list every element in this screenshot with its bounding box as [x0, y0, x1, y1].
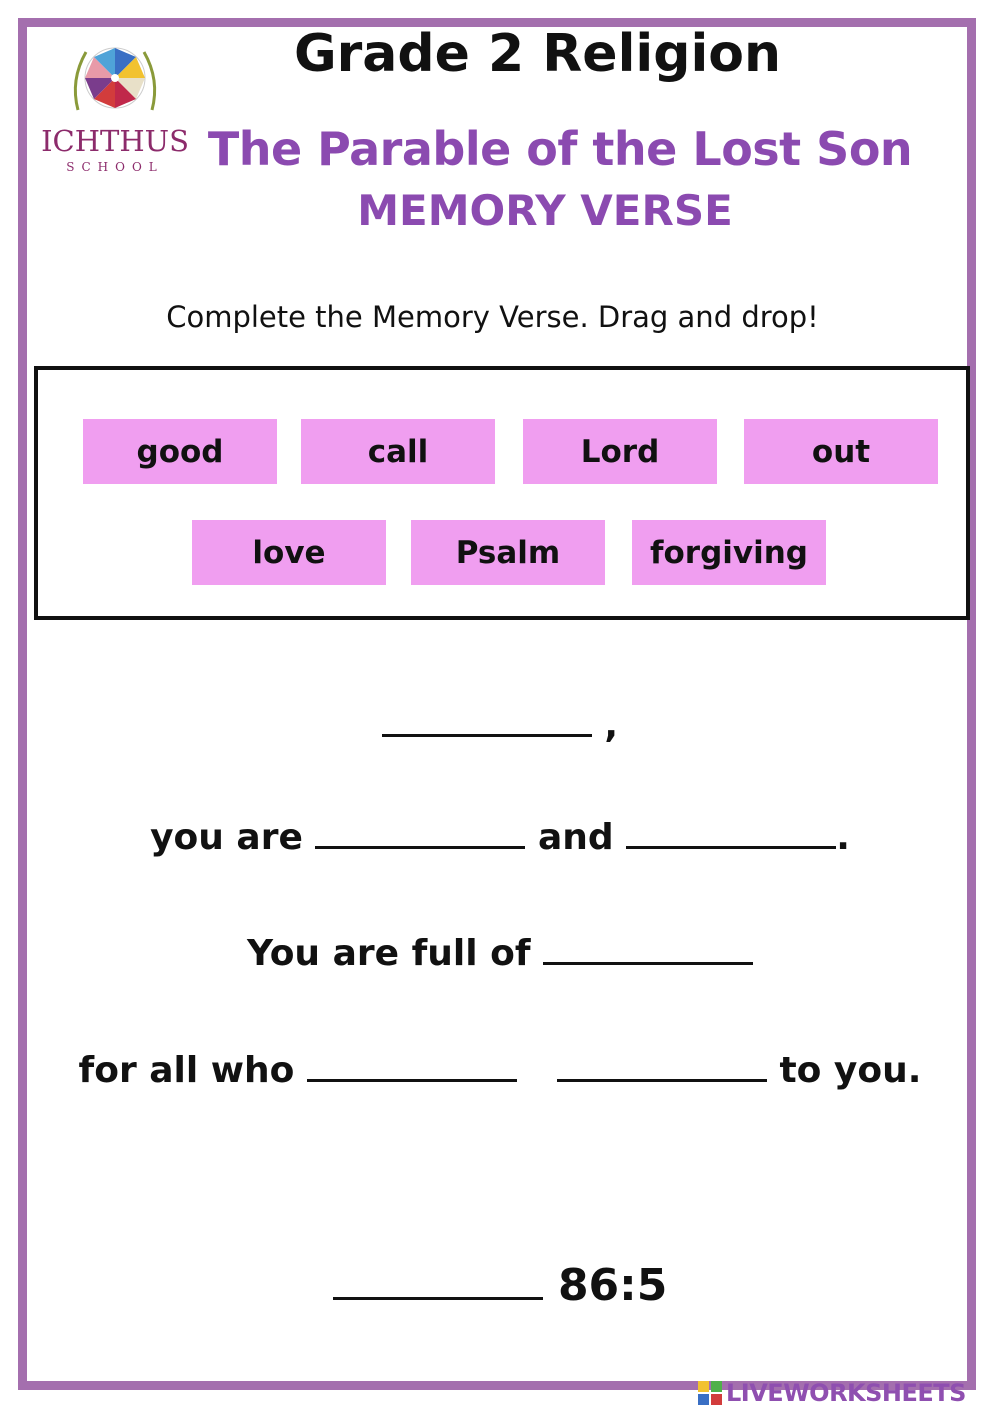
verse-comma: , — [604, 705, 619, 746]
verse-text: You are full of — [246, 933, 531, 974]
school-logo — [40, 40, 190, 180]
verse-line-2 — [0, 812, 1000, 858]
drop-blank-4[interactable] — [543, 928, 753, 965]
word-chip-lord[interactable]: Lord — [523, 419, 717, 484]
verse-text: for all who — [78, 1050, 295, 1091]
word-bank — [34, 366, 970, 620]
word-chip-call[interactable]: call — [301, 419, 495, 484]
verse-text: and — [537, 817, 614, 858]
word-chip-love[interactable]: love — [192, 520, 386, 585]
liveworksheets-brand: LIVEWORKSHEETS — [726, 1379, 966, 1407]
word-chip-forgiving[interactable]: forgiving — [632, 520, 826, 585]
verse-reference — [0, 1255, 1000, 1311]
drop-blank-3[interactable] — [626, 812, 836, 849]
drop-blank-2[interactable] — [315, 812, 525, 849]
word-chip-psalm[interactable]: Psalm — [411, 520, 605, 585]
word-chip-out[interactable]: out — [744, 419, 938, 484]
verse-line-4 — [0, 1045, 1000, 1091]
verse-period: . — [836, 817, 850, 858]
verse-line-1 — [0, 700, 1000, 746]
school-subtitle: SCHOOL — [66, 160, 164, 174]
page-title: Grade 2 Religion — [293, 24, 782, 84]
drop-blank-5[interactable] — [307, 1045, 517, 1082]
drop-blank-1[interactable] — [382, 700, 592, 737]
drop-blank-6[interactable] — [557, 1045, 767, 1082]
school-name: ICHTHUS — [41, 124, 189, 158]
verse-line-3 — [0, 928, 1000, 974]
word-chip-good[interactable]: good — [83, 419, 277, 484]
lesson-title: The Parable of the Lost Son — [207, 122, 913, 176]
liveworksheets-icon — [698, 1381, 722, 1405]
reference-number: 86:5 — [557, 1260, 668, 1311]
liveworksheets-logo — [698, 1378, 992, 1408]
verse-text: you are — [150, 817, 303, 858]
verse-text: to you. — [779, 1050, 922, 1091]
drop-blank-7[interactable] — [333, 1255, 543, 1300]
instructions-text: Complete the Memory Verse. Drag and drop! — [166, 300, 819, 334]
school-crest-icon — [68, 40, 162, 122]
section-title: MEMORY VERSE — [357, 186, 733, 235]
